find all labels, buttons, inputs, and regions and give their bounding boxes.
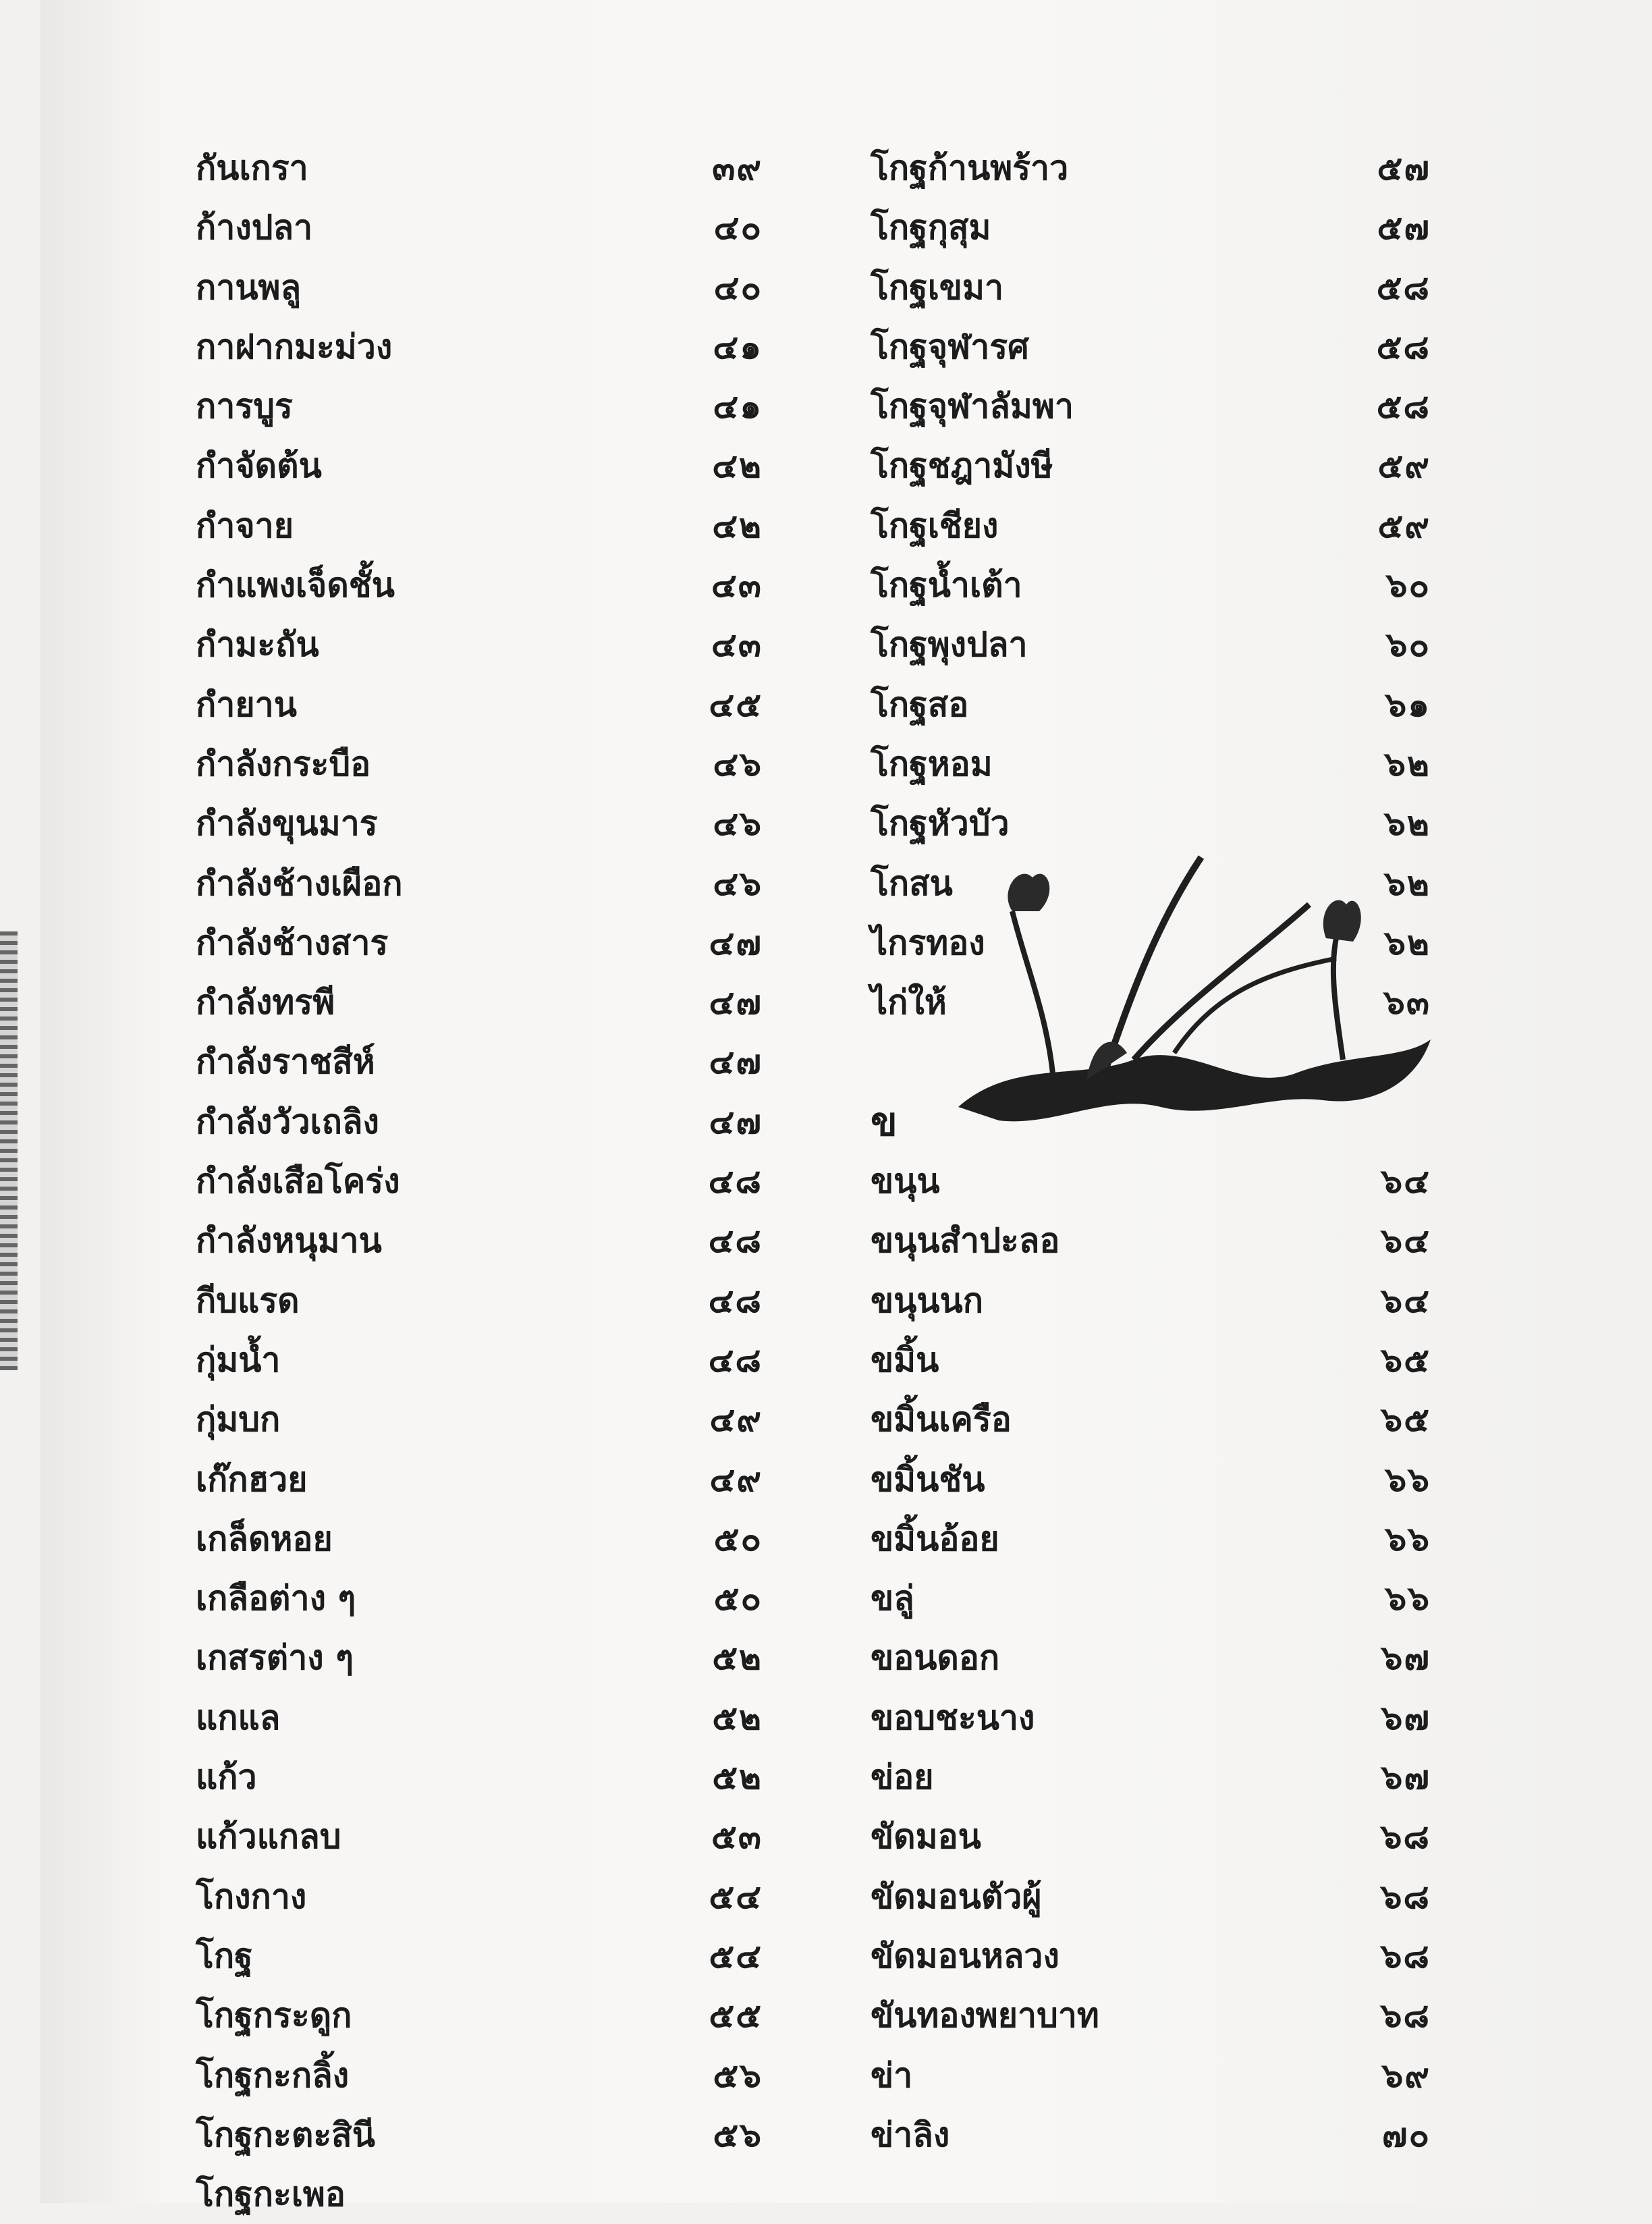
index-entry <box>196 675 763 734</box>
index-term: โกฐเชียง <box>871 506 999 545</box>
index-term: โกฐหอม <box>871 744 993 784</box>
index-entry <box>871 258 1431 317</box>
index-page-number: ๖๐ <box>1385 625 1431 665</box>
index-term: ขมิ้น <box>871 1340 939 1380</box>
index-term: กำลังหนุมาน <box>196 1221 382 1261</box>
index-term: โกฐกระดูก <box>196 1996 352 2036</box>
index-term: กำมะถัน <box>196 625 319 665</box>
index-term: ไก่ให้ <box>871 983 947 1023</box>
index-page-number: ๕๘ <box>1376 267 1431 307</box>
index-term: เกสรต่าง ๆ <box>196 1638 354 1678</box>
index-entry <box>196 198 763 257</box>
index-term: กำลังช้างเผือก <box>196 863 403 903</box>
index-entry <box>871 198 1431 257</box>
index-entry <box>871 317 1431 377</box>
index-term: โกฐจุฬารศ <box>871 327 1029 367</box>
index-page-number: ๔๘ <box>708 1162 763 1201</box>
index-term: โกฐ <box>196 1936 253 1976</box>
index-entry <box>871 1330 1431 1390</box>
index-page-number: ๗๐ <box>1381 2115 1431 2154</box>
facing-page-edge <box>0 931 18 1370</box>
index-term: โกงกาง <box>196 1876 307 1916</box>
index-entry <box>871 675 1431 734</box>
index-page-number: ๕๘ <box>1376 387 1431 427</box>
index-page-number: ๖๒ <box>1384 744 1431 784</box>
index-page-number: ๓๙ <box>712 148 763 188</box>
index-term: ขัดมอนหลวง <box>871 1936 1059 1976</box>
index-entry <box>871 1807 1431 1866</box>
index-term: ขอนดอก <box>871 1638 1000 1678</box>
index-term: โกสน <box>871 863 953 903</box>
index-term: กำลังเสือโคร่ง <box>196 1162 400 1201</box>
index-entry <box>196 2165 763 2224</box>
index-entry <box>196 1867 763 1926</box>
index-term: กันเกรา <box>196 148 308 188</box>
index-page-number: ๖๗ <box>1381 1758 1431 1797</box>
index-page-number: ๔๒ <box>712 446 763 486</box>
index-entry <box>871 1450 1431 1509</box>
index-term: ไกรทอง <box>871 923 985 962</box>
index-entry <box>196 1151 763 1211</box>
index-page-number: ๔๗ <box>709 983 763 1023</box>
index-term: กุ่มบก <box>196 1400 281 1440</box>
index-term: โกฐกะเพอ <box>196 2175 346 2215</box>
index-entry <box>196 496 763 555</box>
index-entry <box>871 436 1431 495</box>
index-term: กำลังขุนมาร <box>196 804 378 844</box>
index-page-number: ๔๗ <box>709 1102 763 1141</box>
index-entry <box>196 1986 763 2045</box>
index-entry <box>196 1688 763 1747</box>
index-term: กุ่มน้ำ <box>196 1340 281 1380</box>
index-term: กำลังช้างสาร <box>196 923 389 962</box>
index-page-number: ๖๕ <box>1381 1340 1431 1380</box>
index-column-left <box>196 138 763 2224</box>
index-page-number: ๖๗ <box>1381 1698 1431 1737</box>
index-entry <box>871 1211 1431 1270</box>
index-page-number: ๕๖ <box>713 2055 763 2095</box>
index-entry <box>196 794 763 853</box>
index-term: แกแล <box>196 1698 281 1737</box>
index-page-number: ๔๖ <box>713 744 763 784</box>
index-page-number: ๔๑ <box>713 387 763 427</box>
index-page-number: ๖๕ <box>1381 1400 1431 1440</box>
index-page-number: ๕๔ <box>709 1936 763 1976</box>
index-term: กาฝากมะม่วง <box>196 327 393 367</box>
index-entry <box>196 1628 763 1687</box>
index-term: กำลังทรพี <box>196 983 335 1023</box>
index-term: ขนุนสำปะลอ <box>871 1221 1060 1261</box>
index-page-number: ๖๖ <box>1385 1579 1431 1619</box>
index-entry <box>196 436 763 495</box>
index-entry <box>196 973 763 1032</box>
index-term: ขมิ้นชัน <box>871 1459 985 1499</box>
index-page-number: ๕๐ <box>713 1579 763 1619</box>
index-page-number: ๔๘ <box>708 1340 763 1380</box>
index-page-number: ๖๘ <box>1380 1996 1431 2036</box>
index-page-number: ๕๕ <box>709 1996 763 2036</box>
index-page-number: ๕๗ <box>1377 208 1431 248</box>
index-page-number: ๖๒ <box>1384 923 1431 962</box>
index-entry <box>196 258 763 317</box>
index-page-number: ๖๓ <box>1383 983 1431 1023</box>
index-term: เก๊กฮวย <box>196 1459 308 1499</box>
index-page-number: ๕๙ <box>1377 446 1431 486</box>
index-entry <box>196 1092 763 1151</box>
index-term: เกลือต่าง ๆ <box>196 1579 356 1619</box>
index-term: กำลังวัวเถลิง <box>196 1102 379 1141</box>
index-entry <box>196 1450 763 1509</box>
index-entry <box>196 615 763 674</box>
index-term: ขลู่ <box>871 1579 914 1619</box>
index-entry <box>196 854 763 913</box>
index-term: ขมิ้นเครือ <box>871 1400 1012 1440</box>
index-term: ขนุน <box>871 1162 940 1201</box>
index-term: ขัดมอน <box>871 1817 981 1857</box>
index-term: โกฐก้านพร้าว <box>871 148 1069 188</box>
index-page-number: ๔๑ <box>713 327 763 367</box>
index-entry <box>871 1271 1431 1330</box>
index-term: เกล็ดหอย <box>196 1519 333 1558</box>
index-entry <box>871 734 1431 794</box>
index-page-number: ๔๐ <box>713 208 763 248</box>
index-term: แก้ว <box>196 1758 257 1797</box>
index-entry <box>196 1390 763 1449</box>
index-entry <box>871 496 1431 555</box>
index-term: กำยาน <box>196 684 297 724</box>
index-page-number: ๕๒ <box>712 1698 763 1737</box>
index-term: โกฐเขมา <box>871 267 1004 307</box>
index-entry <box>871 1151 1431 1211</box>
index-term: ก้างปลา <box>196 208 313 248</box>
index-page-number: ๖๐ <box>1385 566 1431 605</box>
index-term: โกฐสอ <box>871 684 969 724</box>
index-term: แก้วแกลบ <box>196 1817 341 1857</box>
index-entry <box>871 138 1431 198</box>
index-term: กีบแรด <box>196 1280 300 1320</box>
index-term: ข่าลิง <box>871 2115 950 2154</box>
index-term: โกฐกะกลิ้ง <box>196 2055 350 2095</box>
index-entry <box>871 1986 1431 2045</box>
index-entry <box>871 1926 1431 1986</box>
index-entry <box>196 734 763 794</box>
index-page-number: ๕๐ <box>713 1519 763 1558</box>
index-entry <box>871 2105 1431 2165</box>
index-term: กำแพงเจ็ดชั้น <box>196 566 395 605</box>
index-entry <box>196 2105 763 2165</box>
index-page-number: ๔๗ <box>709 923 763 962</box>
index-term: โกฐกุสุม <box>871 208 991 248</box>
index-entry <box>196 1926 763 1986</box>
plant-illustration <box>931 837 1444 1147</box>
index-entry <box>871 1569 1431 1628</box>
index-page-number: ๖๒ <box>1384 804 1431 844</box>
index-page-number: ๖๒ <box>1384 863 1431 903</box>
index-page-number: ๖๖ <box>1385 1459 1431 1499</box>
index-entry <box>871 2046 1431 2105</box>
index-term: กานพลู <box>196 267 302 307</box>
index-entry <box>196 1330 763 1390</box>
index-page-number: ๕๒ <box>712 1638 763 1678</box>
index-entry <box>196 1509 763 1569</box>
index-page-number: ๕๗ <box>1377 148 1431 188</box>
index-page-number: ๕๓ <box>711 1817 763 1857</box>
index-entry <box>871 1509 1431 1569</box>
index-entry <box>871 1628 1431 1687</box>
index-entry <box>871 555 1431 615</box>
index-column-right <box>871 138 1431 2165</box>
index-entry <box>196 1569 763 1628</box>
index-entry <box>196 2046 763 2105</box>
index-entry <box>871 1688 1431 1747</box>
index-page-number: ๕๔ <box>709 1876 763 1916</box>
index-term: ขันทองพยาบาท <box>871 1996 1099 2036</box>
index-page-number: ๖๔ <box>1381 1162 1431 1201</box>
index-term: กำลังกระบือ <box>196 744 371 784</box>
index-entry <box>871 377 1431 436</box>
index-page-number: ๖๔ <box>1381 1221 1431 1261</box>
index-entry <box>871 1390 1431 1449</box>
index-page-number: ๔๖ <box>713 863 763 903</box>
index-page-number: ๖๑ <box>1385 684 1431 724</box>
index-term: โกฐหัวบัว <box>871 804 1010 844</box>
index-page-number: ๕๒ <box>712 1758 763 1797</box>
index-term: กำจัดต้น <box>196 446 322 486</box>
index-page-number: ๔๓ <box>711 566 763 605</box>
index-entry <box>196 138 763 198</box>
index-page-number: ๔๘ <box>708 1221 763 1261</box>
index-page-number: ๕๙ <box>1377 506 1431 545</box>
index-page-number: ๔๓ <box>711 625 763 665</box>
index-entry <box>196 1271 763 1330</box>
index-entry <box>871 1747 1431 1807</box>
index-page-number: ๖๗ <box>1381 1638 1431 1678</box>
index-term: โกฐน้ำเต้า <box>871 566 1022 605</box>
index-page-number: ๔๕ <box>709 684 763 724</box>
index-term: ข <box>871 1098 898 1145</box>
index-entry <box>196 317 763 377</box>
index-page-number: ๕๖ <box>713 2115 763 2154</box>
index-term: ข่า <box>871 2055 913 2095</box>
index-term: ข่อย <box>871 1758 934 1797</box>
index-term: กำจาย <box>196 506 294 545</box>
index-page-number: ๖๘ <box>1380 1817 1431 1857</box>
index-page-number: ๖๔ <box>1381 1280 1431 1320</box>
index-entry <box>196 1211 763 1270</box>
index-page-number: ๔๗ <box>709 1042 763 1082</box>
index-page-number: ๔๙ <box>709 1459 763 1499</box>
index-term: ขมิ้นอ้อย <box>871 1519 999 1558</box>
index-term: ขัดมอนตัวผู้ <box>871 1876 1042 1916</box>
index-page-number: ๖๘ <box>1380 1936 1431 1976</box>
index-term: โกฐกะตะสินี <box>196 2115 375 2154</box>
index-term: โกฐชฎามังษี <box>871 446 1053 486</box>
index-entry <box>196 377 763 436</box>
index-entry <box>196 555 763 615</box>
index-page-number: ๕๘ <box>1376 327 1431 367</box>
index-page-number: ๔๙ <box>709 1400 763 1440</box>
index-entry <box>871 615 1431 674</box>
index-page-number: ๖๘ <box>1380 1876 1431 1916</box>
index-term: กำลังราชสีห์ <box>196 1042 375 1082</box>
index-entry <box>196 1807 763 1866</box>
index-entry <box>196 1747 763 1807</box>
index-page-number: ๔๒ <box>712 506 763 545</box>
index-page-number: ๔๖ <box>713 804 763 844</box>
index-entry <box>871 1867 1431 1926</box>
index-term: ขอบชะนาง <box>871 1698 1035 1737</box>
index-term: การบูร <box>196 387 293 427</box>
index-term: โกฐจุฬาลัมพา <box>871 387 1074 427</box>
index-page-number: ๔๘ <box>708 1280 763 1320</box>
index-term: โกฐพุงปลา <box>871 625 1028 665</box>
index-term: ขนุนนก <box>871 1280 983 1320</box>
index-entry <box>196 913 763 973</box>
index-page-number: ๖๖ <box>1385 1519 1431 1558</box>
index-page-number: ๔๐ <box>713 267 763 307</box>
index-page-number: ๖๙ <box>1381 2055 1431 2095</box>
index-entry <box>196 1032 763 1091</box>
